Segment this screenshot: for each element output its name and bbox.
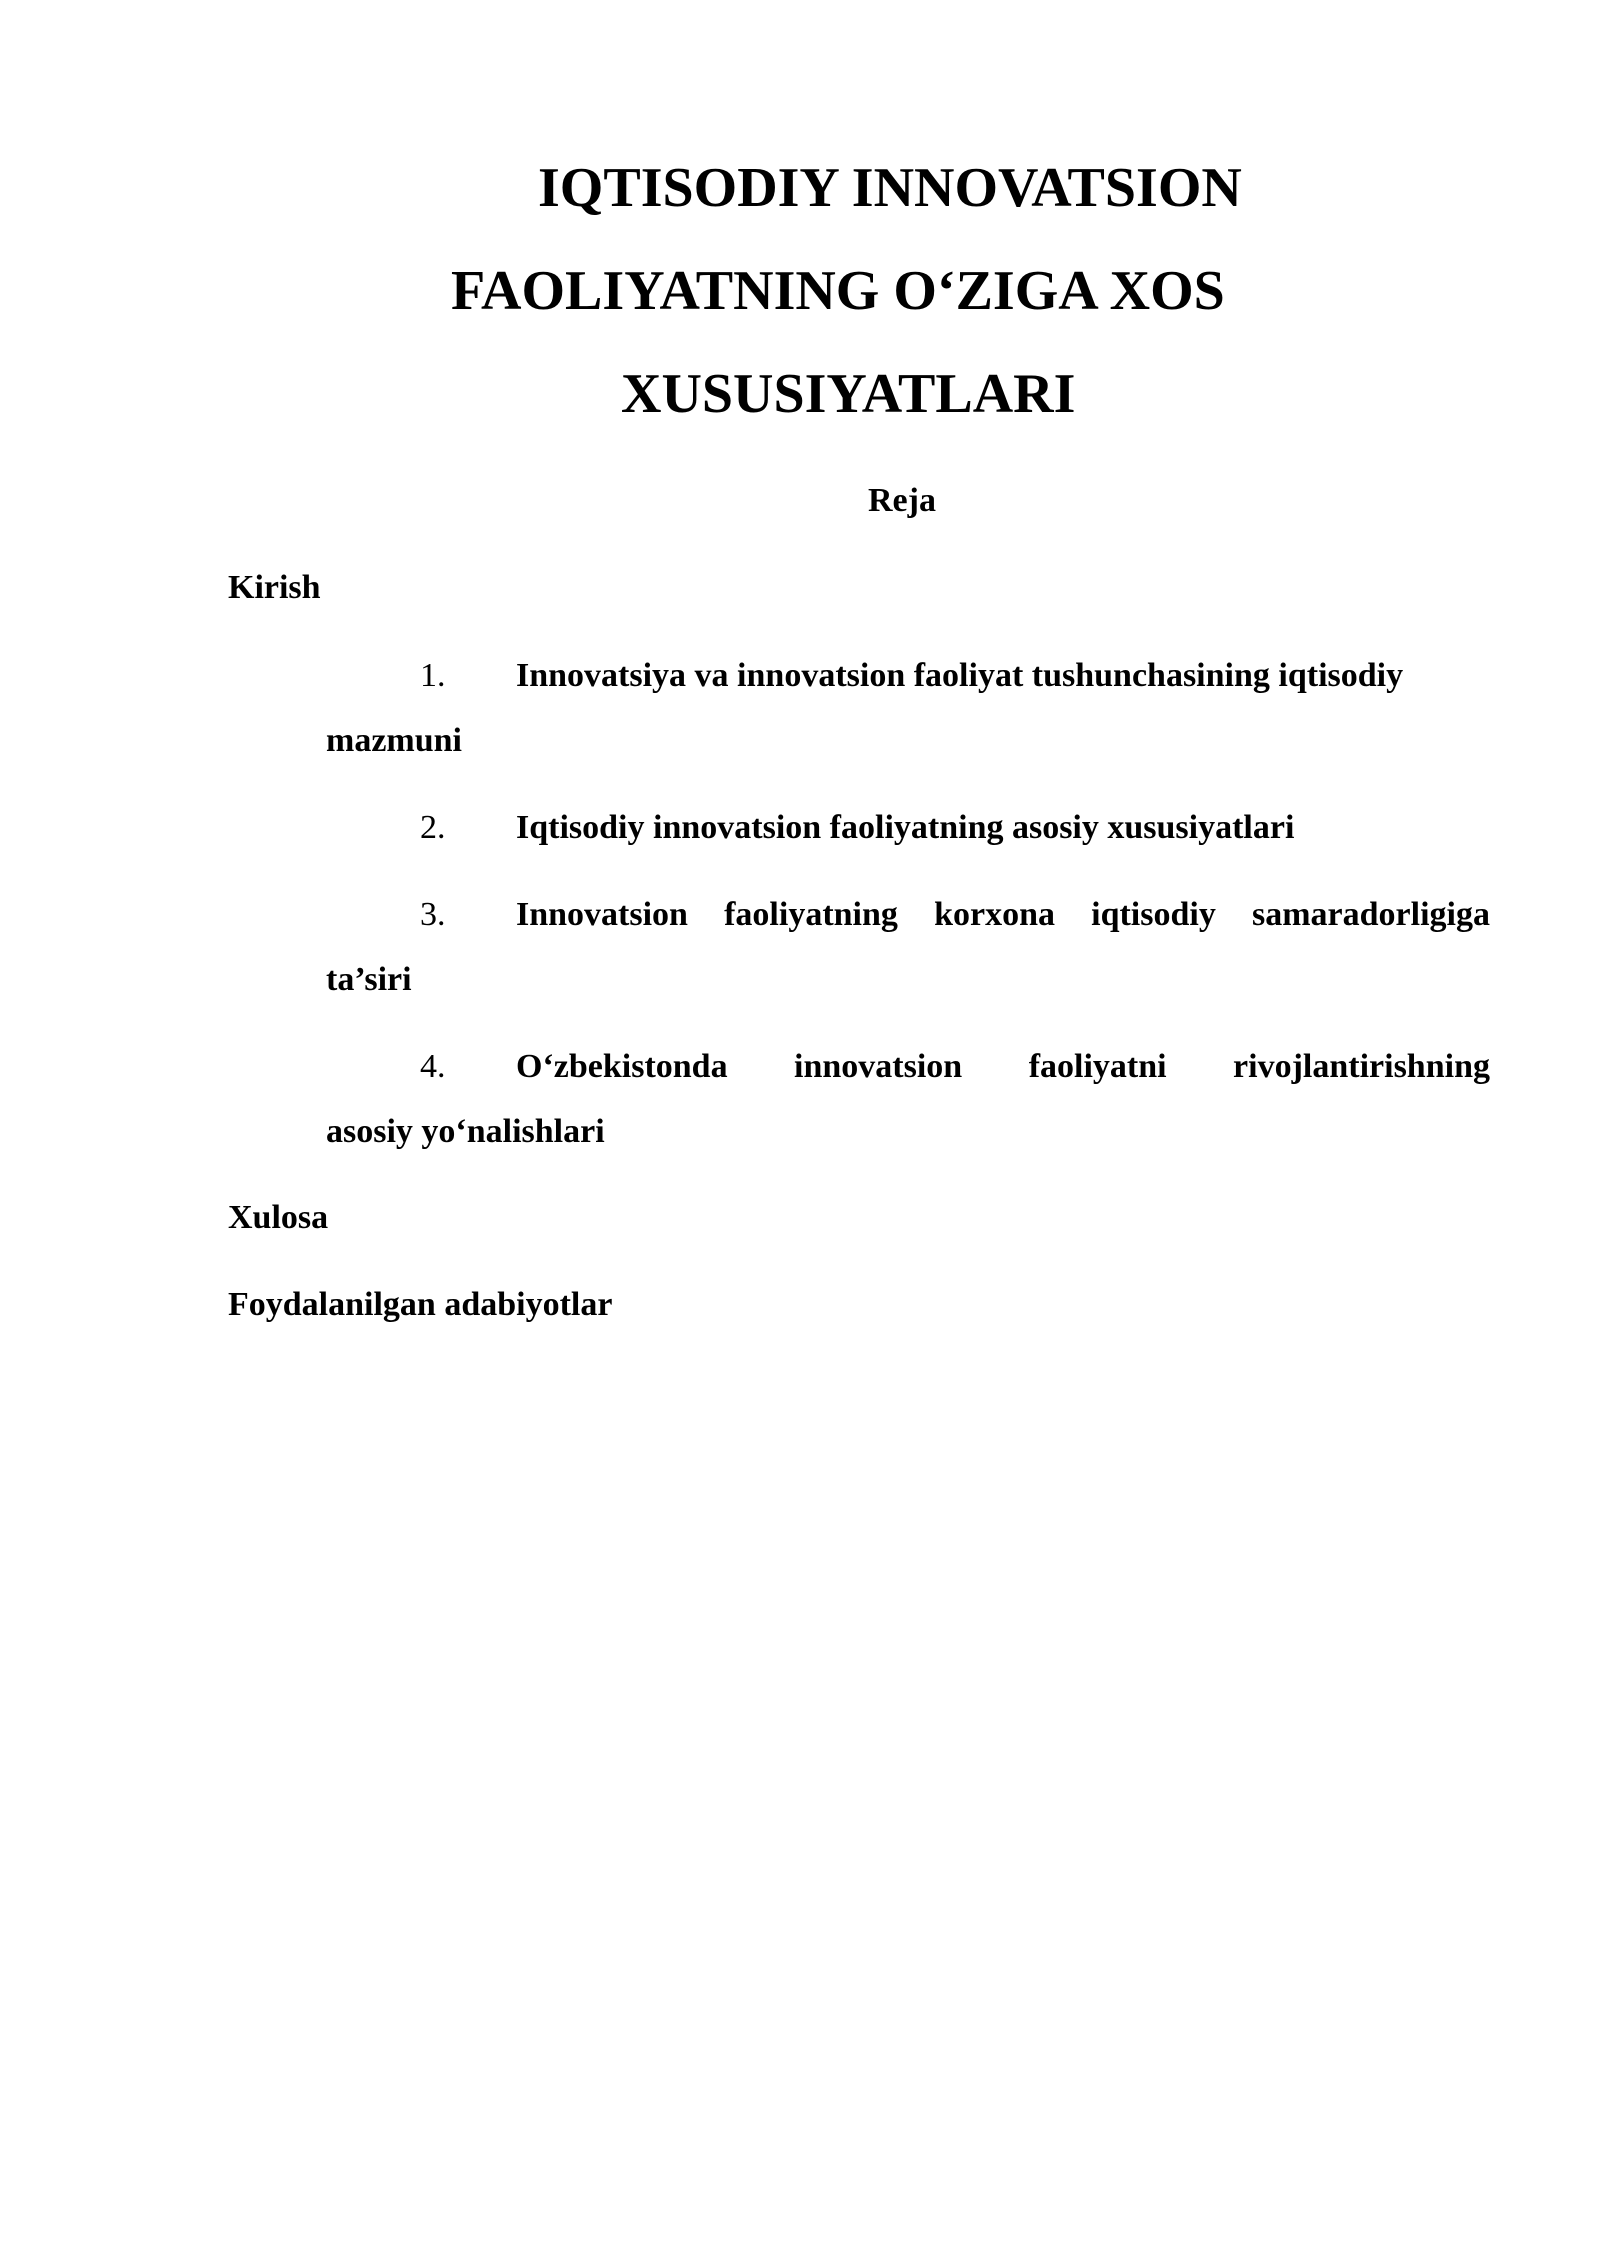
plan-item-number: 2. (420, 809, 446, 846)
plan-word: faoliyatning (724, 896, 898, 933)
plan-item-text (516, 1050, 1490, 1084)
title-line-3: XUSUSIYATLARI (621, 363, 1076, 425)
title-line-1: IQTISODIY INNOVATSION (538, 157, 1242, 219)
plan-item-number: 1. (420, 657, 446, 694)
plan-word: innovatsion (794, 1048, 963, 1085)
plan-item-number: 4. (420, 1048, 446, 1085)
plan-word: Innovatsion (516, 896, 688, 933)
conclusion-label: Xulosa (228, 1199, 329, 1236)
plan-word: rivojlantirishning (1233, 1048, 1490, 1085)
title-line-2: FAOLIYATNING O‘ZIGA XOS (451, 260, 1225, 322)
plan-item-text: Iqtisodiy innovatsion faoliyatning asosiy xususiyatlari (516, 809, 1295, 846)
plan-item-continuation: asosiy yo‘nalishlari (326, 1113, 605, 1150)
plan-heading: Reja (868, 482, 936, 519)
plan-word: samaradorligiga (1251, 896, 1490, 933)
references-label: Foydalanilgan adabiyotlar (228, 1286, 613, 1323)
plan-word: iqtisodiy (1091, 896, 1216, 933)
plan-item-text (516, 898, 1490, 932)
plan-word: faoliyatni (1028, 1048, 1167, 1085)
plan-word: korxona (934, 896, 1055, 933)
plan-item-number: 3. (420, 896, 446, 933)
plan-item-continuation: mazmuni (326, 722, 462, 759)
plan-word: O‘zbekistonda (516, 1048, 728, 1085)
plan-item-text: Innovatsiya va innovatsion faoliyat tushunchasining iqtisodiy (516, 657, 1404, 694)
plan-item-continuation: ta’siri (326, 961, 412, 998)
intro-label: Kirish (228, 569, 321, 606)
